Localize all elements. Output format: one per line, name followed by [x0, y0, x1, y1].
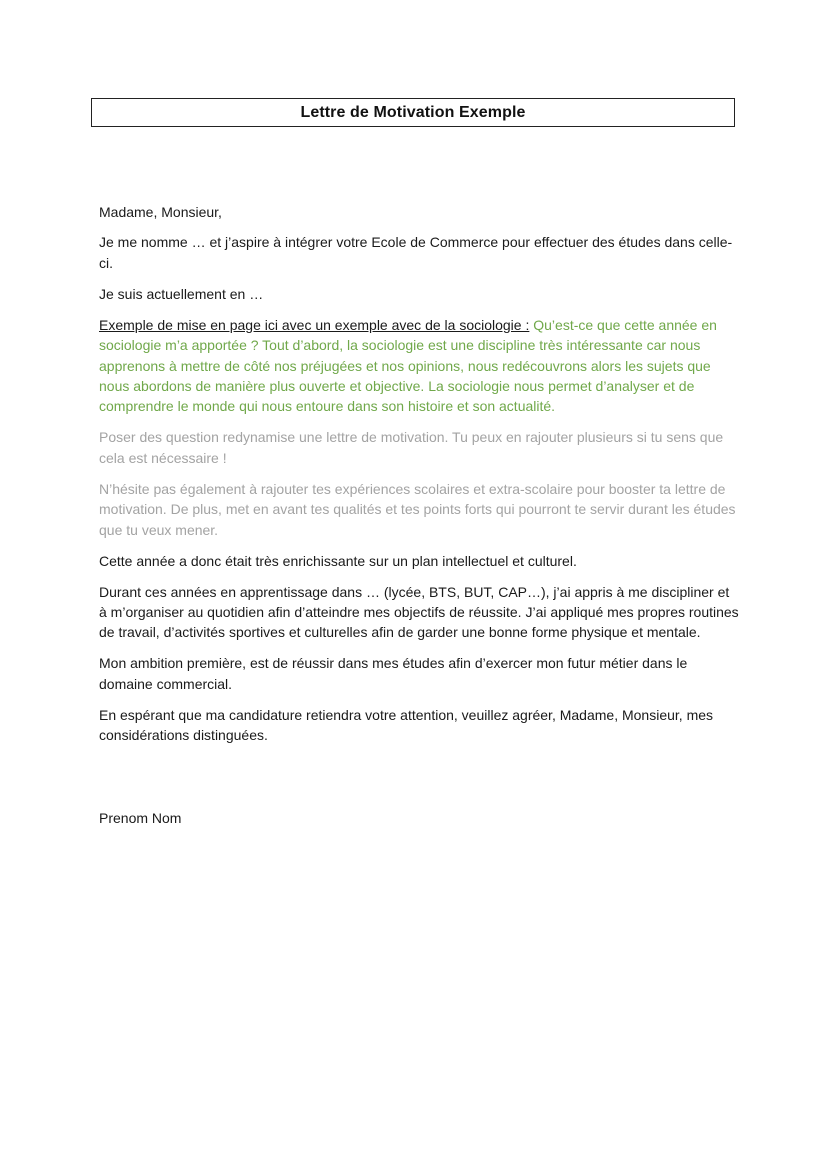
example-text: Qu’est-ce que cette année en sociologie m’a apportée ? Tout d’abord, la sociologie est une discipline très intéressante car nous apprenons à mettre de côté nos préjugées et nos opinions, nous redécouvrons alors les sujets que nous abordons de manière plus ouverte et objective. La sociologie nous permet d’analyser et de comprendre le monde qui nous entoure dans son histoire et son actualité.	[99, 316, 717, 415]
paragraph-ambition: Mon ambition première, est de réussir dans mes études afin d’exercer mon futur métier dans le domaine commercial.	[99, 655, 688, 692]
paragraph-apprenticeship: Durant ces années en apprentissage dans … (lycée, BTS, BUT, CAP…), j’ai appris à me discipliner et à m’organiser au quotidien afin d’atteindre mes objectifs de réussite. J’ai appliqué mes propres routines de travail, d’activités sportives et culturelles afin de garder une bonne forme physique et mentale.	[99, 583, 739, 641]
paragraph-enriching: Cette année a donc était très enrichissante sur un plan intellectuel et culturel.	[99, 552, 577, 569]
paragraph-example	[99, 315, 739, 417]
salutation: Madame, Monsieur,	[99, 204, 222, 220]
title-box	[91, 98, 735, 127]
signature: Prenom Nom	[99, 810, 182, 826]
letter-body	[99, 202, 739, 756]
page-title: Lettre de Motivation Exemple	[300, 103, 526, 121]
paragraph-current: Je suis actuellement en …	[99, 285, 264, 302]
tip-experiences: N’hésite pas également à rajouter tes expériences scolaires et extra-scolaire pour booster ta lettre de motivation. De plus, met en avant tes qualités et tes points forts qui pourront te servir durant les études que tu veux mener.	[99, 480, 736, 538]
tip-questions: Poser des question redynamise une lettre de motivation. Tu peux en rajouter plusieurs si tu sens que cela est nécessaire !	[99, 429, 724, 466]
example-lead: Exemple de mise en page ici avec un exemple avec de la sociologie :	[99, 316, 530, 333]
paragraph-closing: En espérant que ma candidature retiendra votre attention, veuillez agréer, Madame, Monsieur, mes considérations distinguées.	[99, 706, 714, 744]
paragraph-intro: Je me nomme … et j’aspire à intégrer votre Ecole de Commerce pour effectuer des études dans celle-ci.	[99, 234, 733, 271]
